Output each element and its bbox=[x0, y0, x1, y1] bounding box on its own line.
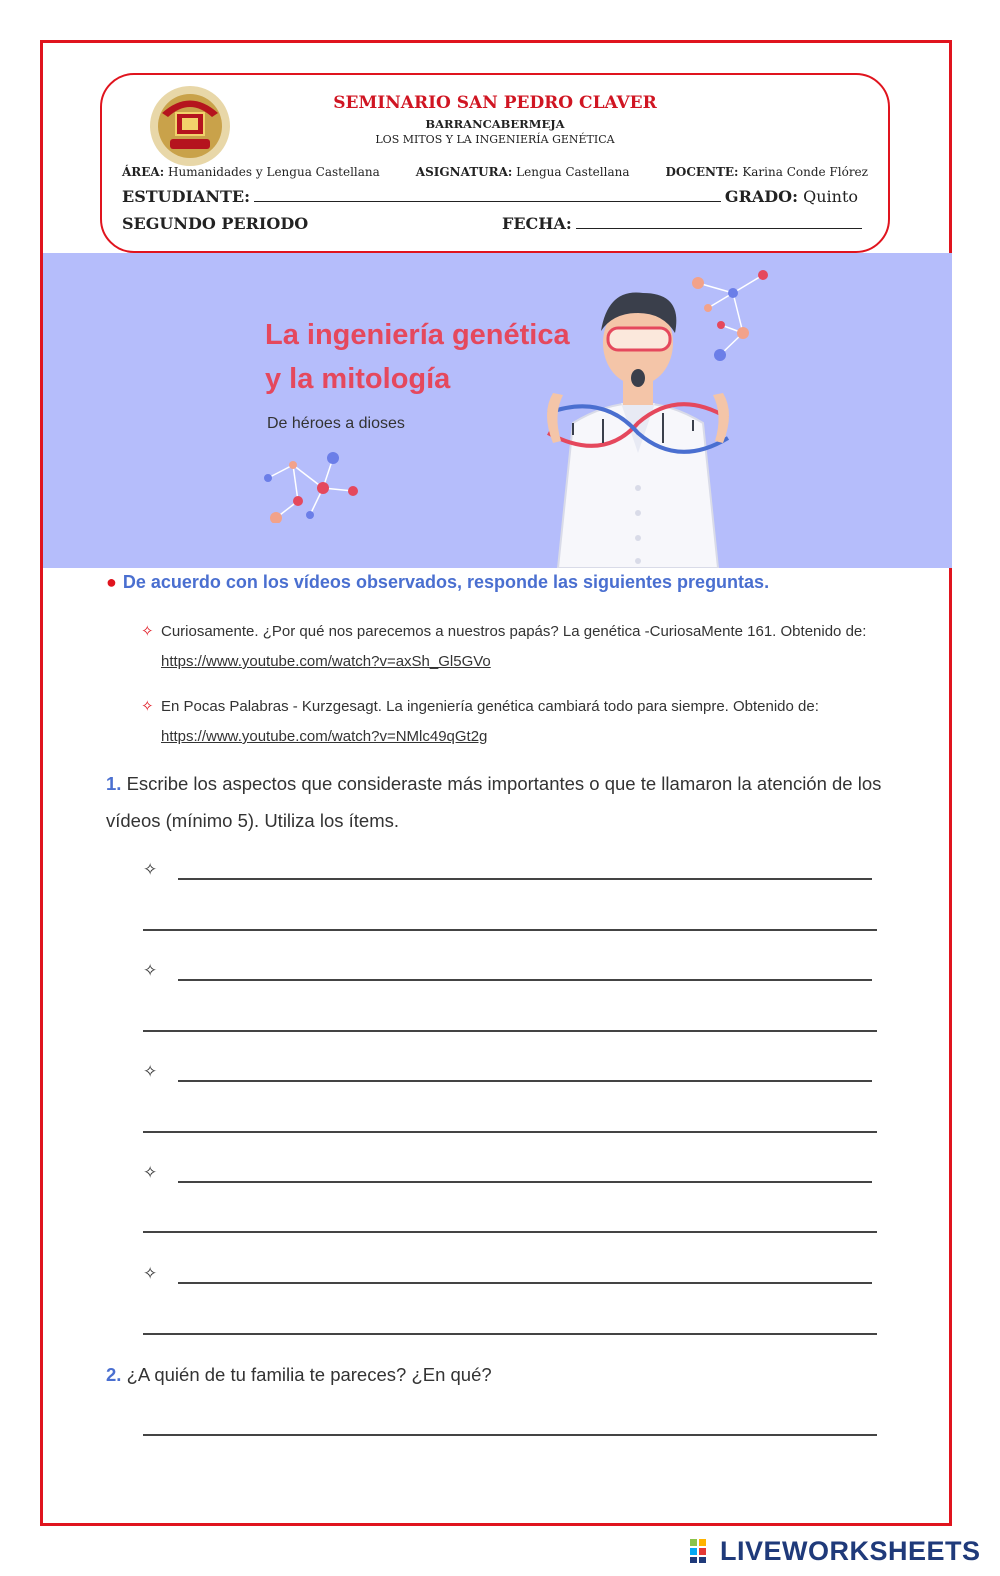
source-1-link[interactable]: https://www.youtube.com/watch?v=axSh_Gl5GVo bbox=[161, 653, 491, 670]
bullet-dot-icon: ● bbox=[106, 572, 117, 592]
answer-bullet-icon: ✧ bbox=[143, 1163, 158, 1183]
answer-bullet-icon: ✧ bbox=[143, 1264, 158, 1284]
date-label: FECHA: bbox=[502, 214, 572, 233]
grade-label: GRADO: bbox=[724, 187, 798, 206]
grade-value: Quinto bbox=[803, 187, 858, 206]
banner-title-line-2: y la mitología bbox=[265, 363, 451, 395]
star-bullet-icon: ✧ bbox=[141, 698, 154, 715]
area-label: ÁREA: bbox=[122, 165, 165, 179]
teacher-label: DOCENTE: bbox=[665, 165, 739, 179]
answer-line[interactable] bbox=[178, 878, 872, 880]
molecule-left-icon bbox=[258, 443, 368, 523]
area-field bbox=[122, 165, 380, 179]
answer-line[interactable] bbox=[143, 1333, 877, 1335]
worksheet-topic: LOS MITOS Y LA INGENIERÍA GENÉTICA bbox=[375, 133, 615, 146]
period-label: SEGUNDO PERIODO bbox=[122, 214, 309, 233]
source-2-text: En Pocas Palabras - Kurzgesagt. La ingeniería genética cambiará todo para siempre. Obtenido de: bbox=[161, 698, 819, 715]
question-1 bbox=[106, 765, 886, 839]
star-bullet-icon: ✧ bbox=[141, 623, 154, 640]
liveworksheets-logo-icon bbox=[690, 1539, 716, 1563]
question-2-text: ¿A quién de tu familia te pareces? ¿En qué? bbox=[126, 1364, 492, 1385]
subject-label: ASIGNATURA: bbox=[415, 165, 513, 179]
answer-line[interactable] bbox=[178, 1080, 872, 1082]
source-item-1 bbox=[141, 617, 881, 677]
student-name-line[interactable] bbox=[254, 187, 721, 202]
student-row bbox=[122, 187, 858, 206]
subject-value: Lengua Castellana bbox=[516, 165, 630, 179]
answer-bullet-icon: ✧ bbox=[143, 961, 158, 981]
answer-line[interactable] bbox=[143, 1131, 877, 1133]
liveworksheets-wordmark: LIVEWORKSHEETS bbox=[720, 1536, 981, 1566]
scientist-illustration bbox=[513, 283, 763, 568]
source-1-text: Curiosamente. ¿Por qué nos parecemos a nuestros papás? La genética -CuriosaMente 161. Obtenido de: bbox=[161, 623, 867, 640]
subject-field bbox=[416, 165, 630, 179]
topic-banner bbox=[43, 253, 952, 568]
question-2-number: 2. bbox=[106, 1364, 122, 1385]
date-line[interactable] bbox=[576, 214, 862, 229]
answer-line[interactable] bbox=[143, 1030, 877, 1032]
answer-line[interactable] bbox=[143, 1434, 877, 1436]
liveworksheets-brand bbox=[690, 1536, 990, 1566]
answer-bullet-icon: ✧ bbox=[143, 1062, 158, 1082]
answer-line[interactable] bbox=[178, 1282, 872, 1284]
teacher-value: Karina Conde Flórez bbox=[742, 165, 868, 179]
school-header bbox=[100, 73, 890, 253]
answer-bullet-icon: ✧ bbox=[143, 860, 158, 880]
banner-subtitle: De héroes a dioses bbox=[267, 415, 405, 432]
teacher-field bbox=[665, 165, 868, 179]
source-item-2 bbox=[141, 692, 881, 752]
period-row bbox=[122, 214, 866, 233]
area-value: Humanidades y Lengua Castellana bbox=[168, 165, 380, 179]
answer-line[interactable] bbox=[178, 979, 872, 981]
answer-line[interactable] bbox=[143, 1231, 877, 1233]
header-info-row bbox=[122, 165, 868, 179]
banner-title-line-1: La ingeniería genética bbox=[265, 319, 570, 351]
answer-line[interactable] bbox=[143, 929, 877, 931]
question-1-number: 1. bbox=[106, 773, 122, 794]
school-city: BARRANCABERMEJA bbox=[425, 117, 565, 131]
instruction-text: De acuerdo con los vídeos observados, responde las siguientes preguntas. bbox=[122, 572, 770, 592]
answer-line[interactable] bbox=[178, 1181, 872, 1183]
question-2 bbox=[106, 1356, 886, 1393]
school-name: SEMINARIO SAN PEDRO CLAVER bbox=[333, 93, 657, 113]
question-1-text: Escribe los aspectos que consideraste más importantes o que te llamaron la atención de los vídeos (mínimo 5). Utiliza los ítems. bbox=[106, 773, 882, 831]
instruction-heading bbox=[106, 572, 886, 593]
source-2-link[interactable]: https://www.youtube.com/watch?v=NMlc49qGt2g bbox=[161, 728, 488, 745]
student-label: ESTUDIANTE: bbox=[122, 187, 251, 206]
